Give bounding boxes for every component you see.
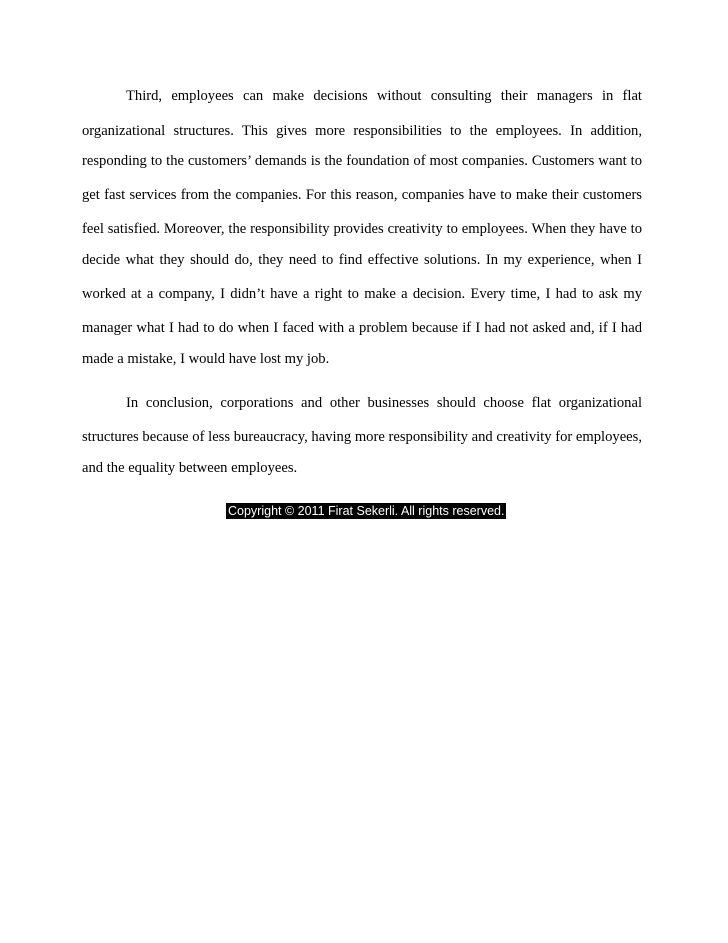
paragraph-line: organizational structures. This gives more responsibilities to the employees. In addition, xyxy=(82,123,642,139)
paragraph-line: In conclusion, corporations and other businesses should choose flat organizational xyxy=(126,395,642,411)
paragraph-line: feel satisfied. Moreover, the responsibility provides creativity to employees. When they have to xyxy=(82,221,642,237)
paragraph-line: get fast services from the companies. For this reason, companies have to make their customers xyxy=(82,187,642,203)
paragraph-line: structures because of less bureaucracy, having more responsibility and creativity for employees, xyxy=(82,429,642,445)
paragraph-line: made a mistake, I would have lost my job. xyxy=(82,351,330,367)
paragraph-line: manager what I had to do when I faced with a problem because if I had not asked and, if I had xyxy=(82,320,642,336)
paragraph-line: Third, employees can make decisions without consulting their managers in flat xyxy=(126,88,642,104)
paragraph-line: responding to the customers’ demands is the foundation of most companies. Customers want to xyxy=(82,153,642,169)
paragraph-line: decide what they should do, they need to find effective solutions. In my experience, when I xyxy=(82,252,642,268)
paragraph-line: worked at a company, I didn’t have a right to make a decision. Every time, I had to ask my xyxy=(82,286,642,302)
copyright-notice: Copyright © 2011 Firat Sekerli. All rights reserved. xyxy=(228,504,505,518)
paragraph-line: and the equality between employees. xyxy=(82,460,298,476)
